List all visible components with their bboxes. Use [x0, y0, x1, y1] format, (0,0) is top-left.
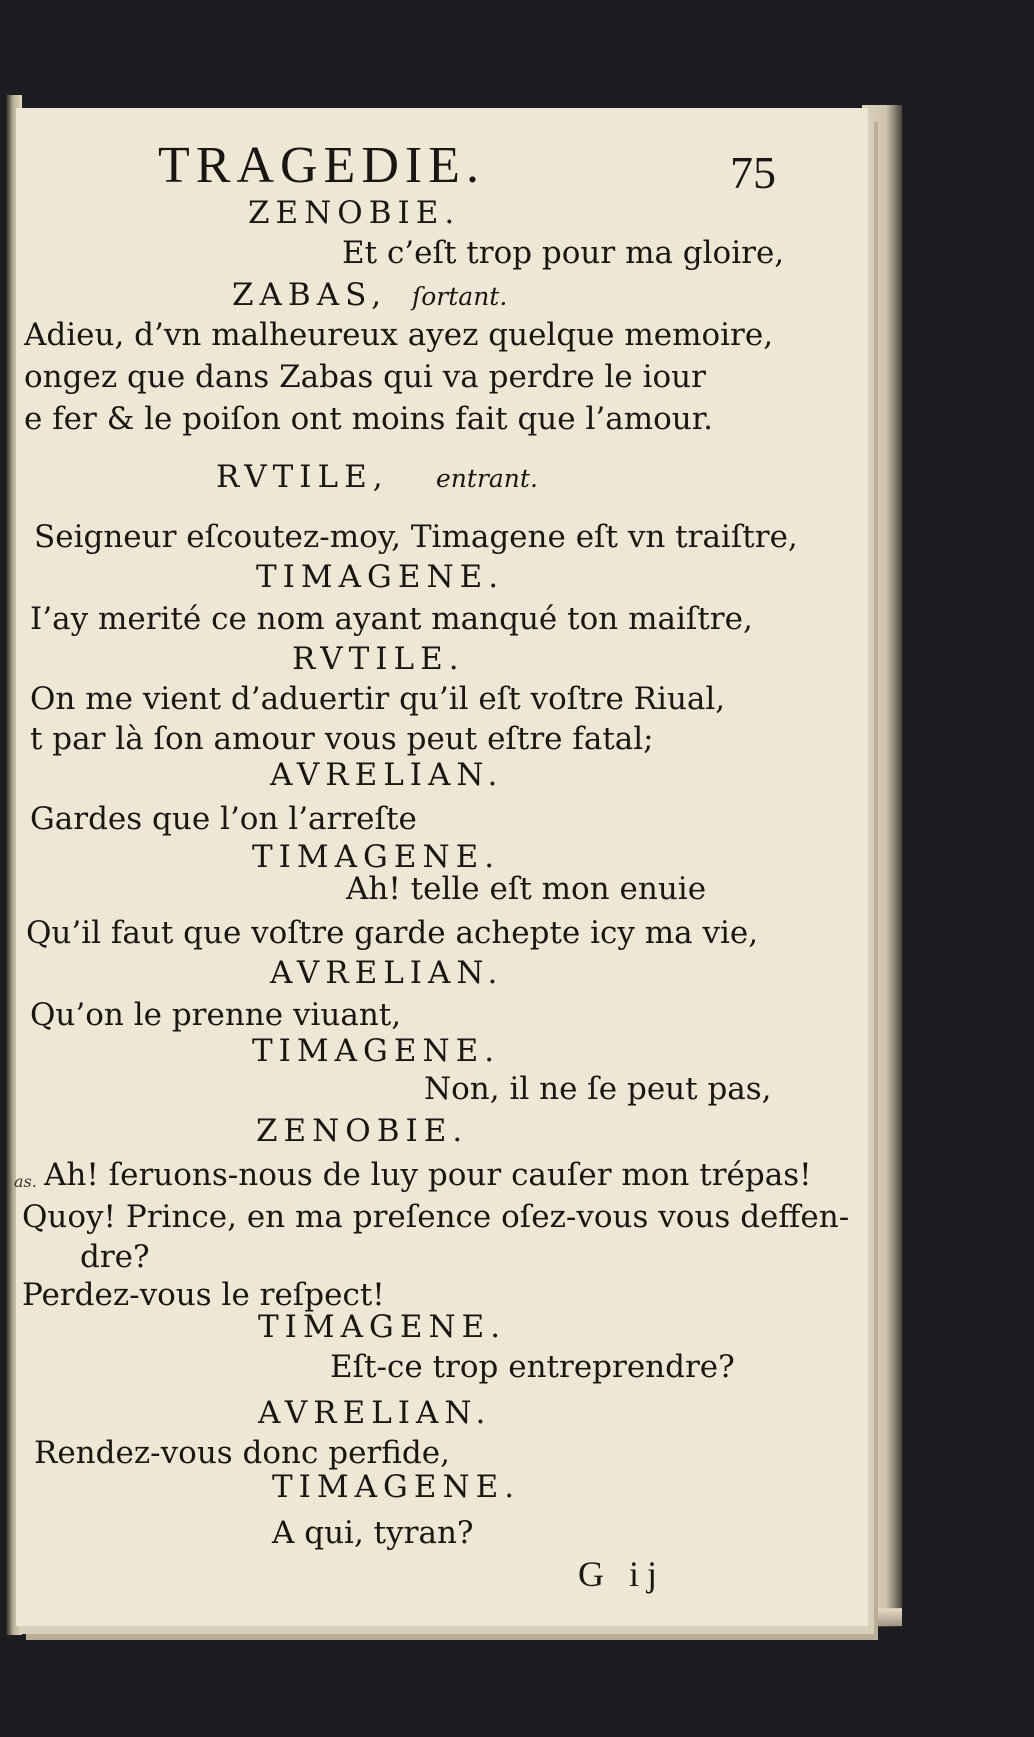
speaker-name: ZENOBIE. — [256, 1113, 469, 1149]
running-title: TRAGEDIE. — [158, 137, 485, 194]
verse-line: Et c’eſt trop pour ma gloire, — [342, 235, 785, 271]
speaker-name: ZENOBIE. — [248, 195, 461, 231]
verse-line: Perdez-vous le reſpect! — [22, 1277, 385, 1313]
verse-line: Ah! telle eſt mon enuie — [346, 871, 707, 907]
margin-note: as. — [14, 1172, 37, 1191]
verse-line: A qui, tyran? — [272, 1515, 474, 1551]
speaker-name: TIMAGENE. — [252, 839, 501, 875]
speaker-name: ZABAS, — [232, 277, 388, 313]
stage-direction: ſortant. — [412, 282, 508, 311]
speaker-name: AVRELIAN. — [270, 955, 504, 991]
speaker-name: RVTILE, — [216, 459, 389, 495]
verse-line: Adieu, d’vn malheureux ayez quelque memoire, — [24, 317, 774, 353]
verse-line: Ah! ſeruons-nous de luy pour cauſer mon trépas! — [44, 1157, 812, 1193]
verse-line: I’ay merité ce nom ayant manqué ton maiſtre, — [30, 601, 753, 637]
verse-line: Rendez-vous donc perfide, — [34, 1435, 450, 1471]
verse-line: ongez que dans Zabas qui va perdre le iour — [24, 359, 706, 395]
speaker-name: TIMAGENE. — [272, 1469, 521, 1505]
verse-line: Qu’il faut que voſtre garde achepte icy ma vie, — [26, 915, 759, 951]
verse-line: t par là ſon amour vous peut eſtre fatal; — [30, 721, 654, 757]
speaker-name: TIMAGENE. — [258, 1309, 507, 1345]
signature-mark: G ij — [578, 1554, 666, 1594]
verse-line: e fer & le poiſon ont moins fait que l’amour. — [24, 401, 714, 437]
verse-line: Seigneur eſcoutez-moy, Timagene eſt vn traiſtre, — [34, 519, 798, 555]
verse-line: Quoy! Prince, en ma preſence oſez-vous vous deffen- — [22, 1199, 850, 1235]
right-page-stack — [862, 105, 902, 1620]
verse-line: Eſt-ce trop entreprendre? — [330, 1349, 735, 1385]
verse-line: Gardes que l’on l’arreſte — [30, 801, 417, 837]
verse-line: Non, il ne ſe peut pas, — [424, 1071, 772, 1107]
speaker-name: TIMAGENE. — [252, 1033, 501, 1069]
verse-line: On me vient d’aduertir qu’il eſt voſtre Riual, — [30, 681, 726, 717]
stage-direction: entrant. — [436, 464, 538, 493]
page-number: 75 — [730, 147, 776, 198]
verse-line: dre? — [80, 1239, 150, 1275]
speaker-name: AVRELIAN. — [270, 757, 504, 793]
speaker-name: RVTILE. — [292, 641, 465, 677]
speaker-name: AVRELIAN. — [258, 1395, 492, 1431]
verse-line: Qu’on le prenne viuant, — [30, 997, 402, 1033]
speaker-name: TIMAGENE. — [256, 559, 505, 595]
